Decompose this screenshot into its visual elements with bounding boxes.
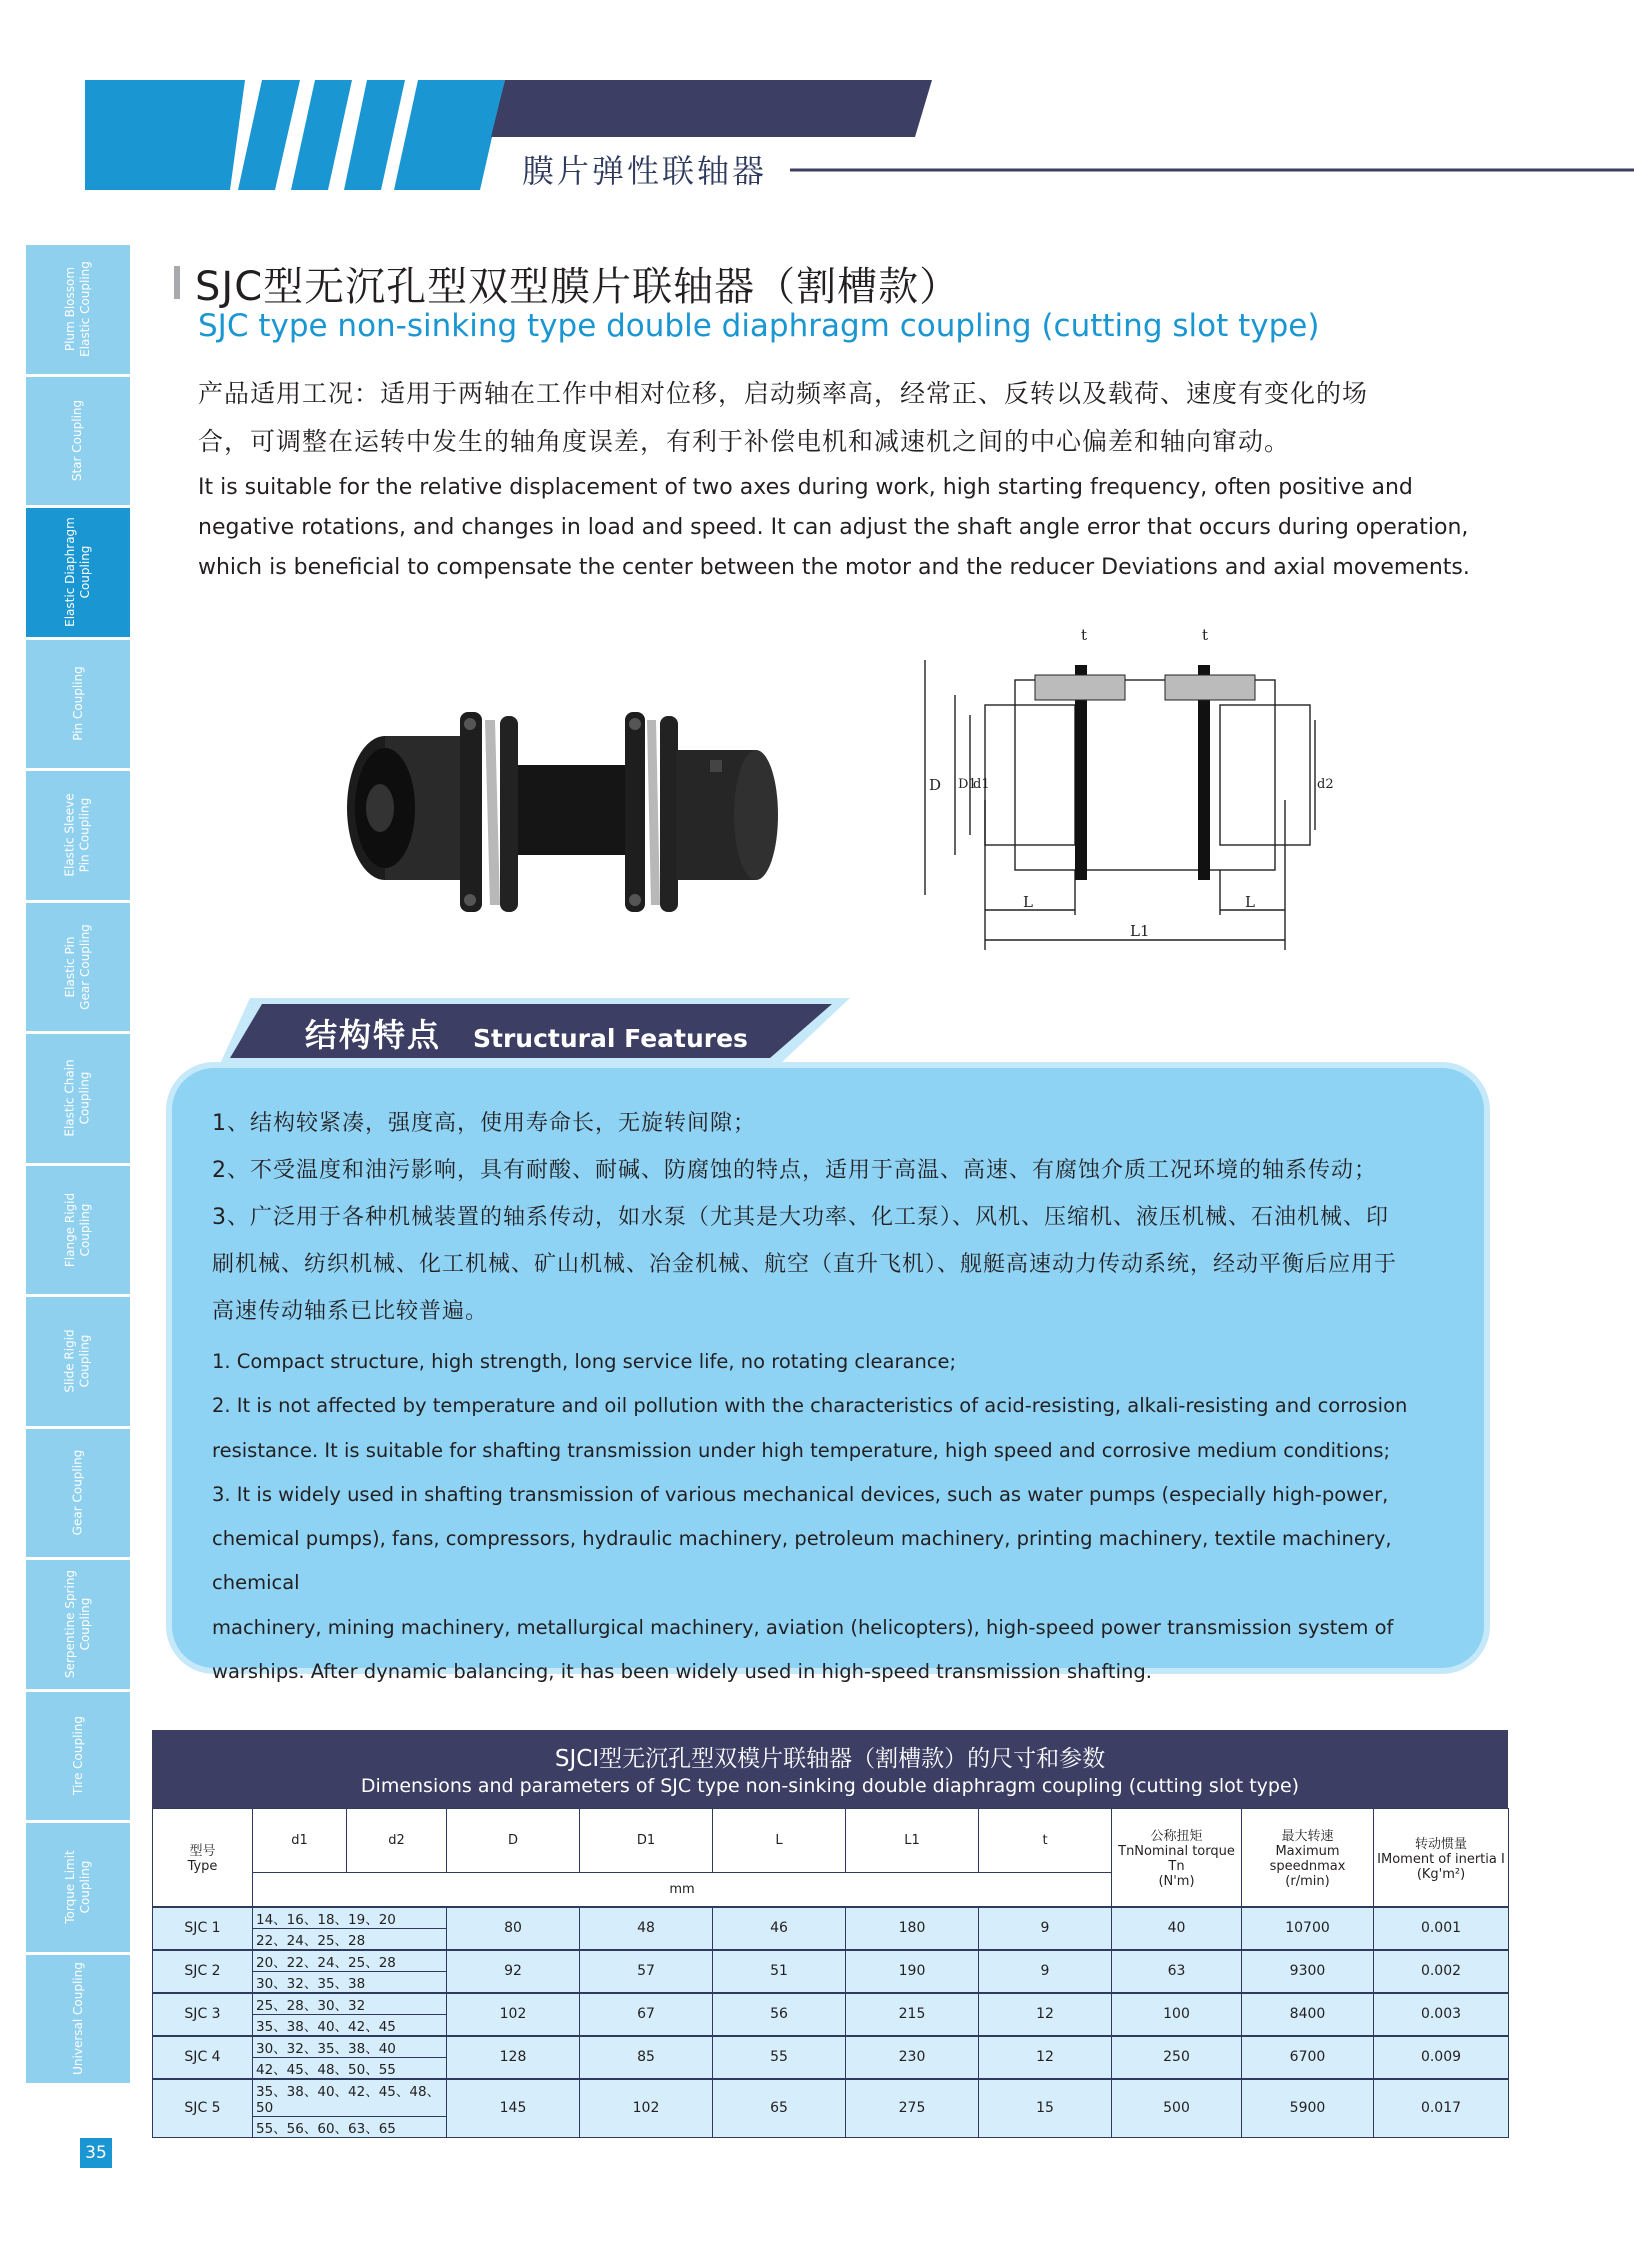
cell-L1: 180 (846, 1907, 979, 1950)
sidebar-item-label: Elastic Diaphragm Coupling (63, 517, 92, 628)
cell-d1: 35、38、40、42、45、48、50 (253, 2079, 447, 2117)
cell-torque: 100 (1112, 1993, 1242, 2036)
title-accent-bar (174, 266, 180, 299)
feature-item-en: resistance. It is suitable for shafting transmission under high temperature, high speed and corrosive medium conditions; (212, 1438, 1391, 1462)
cell-inertia: 0.017 (1374, 2079, 1509, 2138)
cell-torque: 40 (1112, 1907, 1242, 1950)
technical-drawing (915, 620, 1335, 990)
cell-t: 15 (979, 2079, 1112, 2138)
description-en-line: which is beneficial to compensate the center between the motor and the reducer Deviations and axial movements. (198, 555, 1470, 580)
header-d2: d2 (347, 1809, 447, 1873)
sidebar-item[interactable] (26, 1955, 130, 2084)
header-d1: d1 (253, 1809, 347, 1873)
features-list-cn (212, 1100, 1472, 1335)
cell-L1: 215 (846, 1993, 979, 2036)
sidebar-item-label: Slide Rigid Coupling (63, 1329, 92, 1393)
cell-d2: 30、32、35、38 (253, 1971, 447, 1993)
drawing-label-L1: L1 (1130, 922, 1150, 940)
table-title-en: Dimensions and parameters of SJC type non-sinking double diaphragm coupling (cutting slot type) (360, 1775, 1300, 1797)
feature-item-en: 3. It is widely used in shafting transmission of various mechanical devices, such as water pumps (especially high-power, (212, 1482, 1389, 1506)
description-en (198, 468, 1518, 588)
table-title-cn: SJCI型无沉孔型双模片联轴器（割槽款）的尺寸和参数 (554, 1746, 1106, 1772)
cell-D1: 48 (580, 1907, 713, 1950)
cell-D: 128 (447, 2036, 580, 2079)
cell-d1: 30、32、35、38、40 (253, 2036, 447, 2058)
table-row (153, 1993, 1509, 2015)
cell-D1: 85 (580, 2036, 713, 2079)
cell-D: 80 (447, 1907, 580, 1950)
cell-L1: 275 (846, 2079, 979, 2138)
sidebar-item-label: Pin Coupling (70, 666, 85, 742)
feature-item-cn: 刷机械、纺织机械、化工机械、矿山机械、冶金机械、航空（直升飞机）、舰艇高速动力传动系统，经动平衡后应用于 (212, 1252, 1398, 1277)
cell-torque: 500 (1112, 2079, 1242, 2138)
cell-d1: 20、22、24、25、28 (253, 1950, 447, 1972)
drawing-label-t: t (1081, 626, 1088, 644)
cell-speed: 5900 (1242, 2079, 1374, 2138)
sidebar-item-label: Serpentine Spring Coupling (63, 1570, 93, 1679)
description-cn (198, 370, 1498, 466)
sidebar-item[interactable] (26, 771, 130, 900)
features-heading-en: Structural Features (473, 1024, 748, 1053)
cell-L: 56 (713, 1993, 846, 2036)
header-torque: 公称扭矩 TnNominal torque Tn (N'm) (1112, 1809, 1242, 1907)
sidebar-item-label: Universal Coupling (70, 1962, 85, 2076)
cell-type: SJC 2 (153, 1950, 253, 1993)
sidebar-item[interactable] (26, 1429, 130, 1558)
cell-d1: 14、16、18、19、20 (253, 1907, 447, 1929)
cell-speed: 6700 (1242, 2036, 1374, 2079)
drawing-label-D1: D1 (958, 777, 977, 792)
cell-type: SJC 4 (153, 2036, 253, 2079)
description-cn-line: 产品适用工况：适用于两轴在工作中相对位移，启动频率高，经常正、反转以及载荷、速度有变化的场 (198, 379, 1369, 408)
header-D1: D1 (580, 1809, 713, 1873)
cell-inertia: 0.002 (1374, 1950, 1509, 1993)
cell-L: 46 (713, 1907, 846, 1950)
cell-L: 51 (713, 1950, 846, 1993)
sidebar-item-label: Elastic Chain Coupling (63, 1059, 92, 1137)
cell-d2: 55、56、60、63、65 (253, 2116, 447, 2137)
cell-torque: 63 (1112, 1950, 1242, 1993)
sidebar-item-label: Tire Coupling (70, 1716, 85, 1796)
cell-type: SJC 3 (153, 1993, 253, 2036)
drawing-label-L: L (1023, 893, 1033, 911)
feature-item-en: warships. After dynamic balancing, it has been widely used in high-speed transmission shafting. (212, 1660, 1152, 1684)
sidebar-item[interactable] (26, 1166, 130, 1295)
table-row (153, 2079, 1509, 2117)
sidebar-item[interactable] (26, 1823, 130, 1952)
drawing-label-L: L (1245, 893, 1255, 911)
description-cn-line: 合，可调整在运转中发生的轴角度误差，有利于补偿电机和减速机之间的中心偏差和轴向窜动。 (198, 427, 1291, 456)
header-D: D (447, 1809, 580, 1873)
sidebar-item-label: Elastic Sleeve Pin Coupling (63, 793, 92, 877)
product-photo (340, 690, 790, 940)
header-unit: mm (253, 1873, 1112, 1907)
cell-speed: 8400 (1242, 1993, 1374, 2036)
cell-speed: 9300 (1242, 1950, 1374, 1993)
features-list-en (212, 1340, 1482, 1694)
page-number: 35 (80, 2138, 112, 2168)
feature-item-en: 2. It is not affected by temperature and oil pollution with the characteristics of acid-resisting, alkali-resisting and corrosion (212, 1394, 1408, 1418)
cell-t: 9 (979, 1950, 1112, 1993)
cell-t: 12 (979, 2036, 1112, 2079)
features-heading-cn: 结构特点 (305, 1016, 442, 1054)
header-inertia: 转动惯量 IMoment of inertia I (Kg'm²) (1374, 1809, 1509, 1907)
cell-D1: 102 (580, 2079, 713, 2138)
cell-inertia: 0.003 (1374, 1993, 1509, 2036)
cell-L: 55 (713, 2036, 846, 2079)
sidebar-item[interactable] (26, 508, 130, 637)
header-t: t (979, 1809, 1112, 1873)
cell-t: 12 (979, 1993, 1112, 2036)
sidebar-item-label: Flange Rigid Coupling (63, 1192, 92, 1267)
sidebar-item[interactable] (26, 640, 130, 769)
cell-d2: 35、38、40、42、45 (253, 2014, 447, 2036)
sidebar-item-label: Plum Blossom Elastic Coupling (63, 261, 92, 358)
cell-D1: 67 (580, 1993, 713, 2036)
cell-type: SJC 1 (153, 1907, 253, 1950)
parameters-table (152, 1808, 1509, 2138)
cell-L: 65 (713, 2079, 846, 2138)
feature-item-cn: 高速传动轴系已比较普遍。 (212, 1299, 489, 1324)
drawing-label-t: t (1202, 626, 1209, 644)
sidebar-item[interactable] (26, 1692, 130, 1821)
description-en-line: negative rotations, and changes in load and speed. It can adjust the shaft angle error that occurs during operation, (198, 515, 1469, 540)
sidebar-item[interactable] (26, 377, 130, 506)
sidebar-item-label: Star Coupling (70, 400, 85, 482)
cell-d2: 22、24、25、28 (253, 1928, 447, 1950)
table-row (153, 2036, 1509, 2058)
cell-inertia: 0.001 (1374, 1907, 1509, 1950)
feature-item-cn: 3、广泛用于各种机械装置的轴系传动，如水泵（尤其是大功率、化工泵）、风机、压缩机、液压机械、石油机械、印 (212, 1205, 1390, 1230)
feature-item-en: machinery, mining machinery, metallurgical machinery, aviation (helicopters), high-speed power transmission system of (212, 1615, 1394, 1639)
cell-D: 145 (447, 2079, 580, 2138)
cell-type: SJC 5 (153, 2079, 253, 2138)
cell-L1: 230 (846, 2036, 979, 2079)
cell-d2: 42、45、48、50、55 (253, 2057, 447, 2079)
sidebar-item-label: Torque Limit Coupling (63, 1850, 92, 1925)
table-row (153, 1907, 1509, 1929)
header-L: L (713, 1809, 846, 1873)
sidebar-item[interactable] (26, 1297, 130, 1426)
sidebar-item[interactable] (26, 245, 130, 374)
cell-d1: 25、28、30、32 (253, 1993, 447, 2015)
table-title (152, 1730, 1508, 1808)
feature-item-cn: 1、结构较紧凑，强度高，使用寿命长，无旋转间隙； (212, 1111, 756, 1136)
header-speed: 最大转速 Maximum speednmax (r/min) (1242, 1809, 1374, 1907)
header-L1: L1 (846, 1809, 979, 1873)
table-row (153, 1950, 1509, 1972)
sidebar-item-label: Elastic Pin Gear Coupling (63, 923, 92, 1010)
cell-speed: 10700 (1242, 1907, 1374, 1950)
product-title-en: SJC type non-sinking type double diaphragm coupling (cutting slot type) (198, 308, 1320, 344)
sidebar-item-label: Gear Coupling (70, 1449, 85, 1536)
description-en-line: It is suitable for the relative displacement of two axes during work, high starting frequency, often positive and (198, 475, 1413, 500)
header-type: 型号 Type (153, 1809, 253, 1907)
drawing-label-d2: d2 (1317, 777, 1334, 792)
feature-item-en: chemical pumps), fans, compressors, hydraulic machinery, petroleum machinery, printing machinery, textile machinery, chemical (212, 1527, 1392, 1595)
cell-D1: 57 (580, 1950, 713, 1993)
drawing-label-d1: d1 (973, 777, 990, 792)
section-title: 膜片弹性联轴器 (522, 152, 768, 190)
product-title-cn: SJC型无沉孔型双型膜片联轴器（割槽款） (195, 264, 961, 310)
drawing-label-D: D (929, 776, 942, 794)
sidebar-item[interactable] (26, 903, 130, 1032)
cell-torque: 250 (1112, 2036, 1242, 2079)
cell-L1: 190 (846, 1950, 979, 1993)
cell-inertia: 0.009 (1374, 2036, 1509, 2079)
feature-item-cn: 2、不受温度和油污影响，具有耐酸、耐碱、防腐蚀的特点，适用于高温、高速、有腐蚀介质工况环境的轴系传动； (212, 1158, 1378, 1183)
sidebar-item[interactable] (26, 1034, 130, 1163)
sidebar-item[interactable] (26, 1560, 130, 1689)
cell-t: 9 (979, 1907, 1112, 1950)
cell-D: 102 (447, 1993, 580, 2036)
cell-D: 92 (447, 1950, 580, 1993)
header-banner (0, 0, 1634, 200)
feature-item-en: 1. Compact structure, high strength, long service life, no rotating clearance; (212, 1350, 957, 1373)
